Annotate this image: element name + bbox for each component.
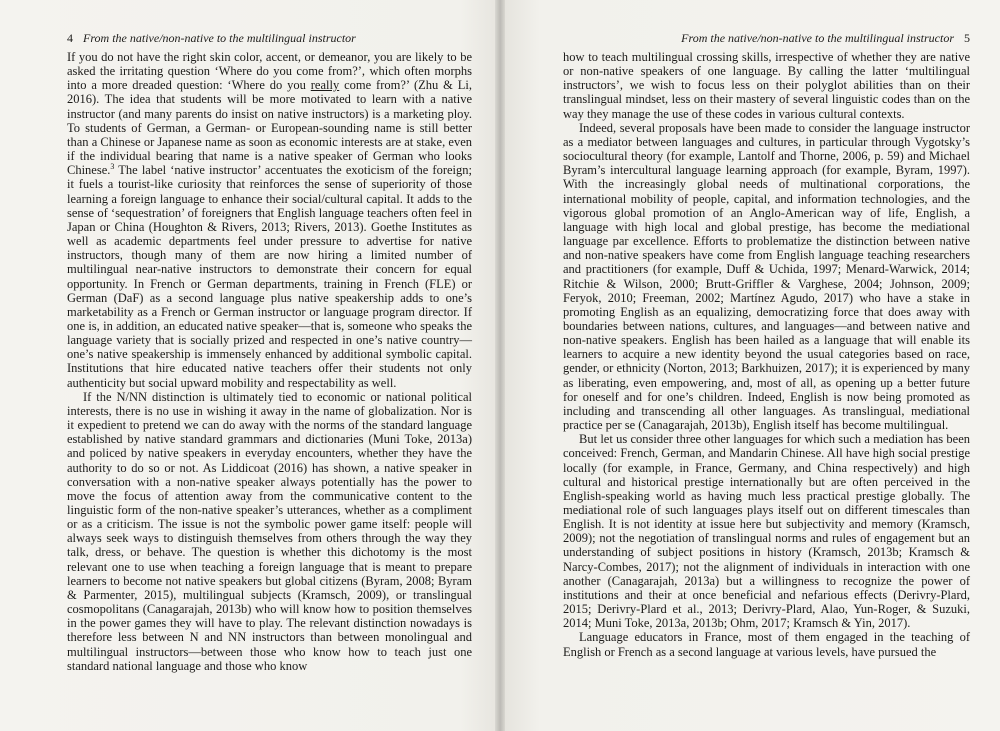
paragraph xyxy=(563,50,970,121)
text-run: come from?’ (Zhu & Li, 2016). The idea that students will be more motivated to learn with a native instructor (and many parents do insist on native instructors) is a marketing ploy. To students of German, a German- or European-sounding name is still better than a Chinese or Japanese name as soon as economic interests are at stake, even if the individual bearing that name is a native speaker of German who looks Chinese. xyxy=(67,78,472,178)
paragraph xyxy=(563,630,970,658)
left-body-text xyxy=(67,50,472,673)
text-run: Indeed, several proposals have been made to consider the language instructor as a mediator between languages and cultures, in particular through Vygotsky’s sociocultural theory (for example, Lantolf and Thorne, 2006, p. 59) and Michael Byram’s intercultural language learning approach (for example, Byram, 1997). With the increasingly global needs of multinational corporations, the international mobility of people, capital, and information technologies, and the vigorous global promotion of an Anglo-American way of life, English, a language with high local and global prestige, has become the mediational language par excellence. Efforts to problematize the distinction between native and non-native speakers have come from English language teaching researchers and practitioners (for example, Duff & Uchida, 1997; Menard-Warwick, 2014; Ritchie & Wilson, 2000; Brutt-Griffler & Varghese, 2004; Johnson, 2009; Feryok, 2010; Freeman, 2002; Martínez Agudo, 2017) who have a stake in promoting English as an equalizing, democratizing force that does away with boundaries between nations, cultures, and languages—and between native and non-native speakers. English has been hailed as a language that will enable its learners to acquire a new identity beyond the usual categories based on race, gender, or ethnicity (Norton, 2013; Barkhuizen, 2017); it is experienced by many as liberating, even empowering, and, most of all, as opening up a better future for oneself and for one’s children. Indeed, English is now being promoted as including and transcending all other languages. As translingual, mediational practice per se (Canagarajah, 2013b), English itself has become multilingual. xyxy=(563,120,970,433)
text-run: If the N/NN distinction is ultimately tied to economic or national political interests, there is no use in wishing it away in the name of globalization. Nor is it expedient to pretend we can do away with the norms of the standard language established by native standard grammars and dictionaries (Muni Toke, 2013a) and policed by native speakers in everyday encounters, whether they have the authority to do so or not. As Liddicoat (2016) has shown, a native speaker in conversation with a non-native speaker always potentially has the power to move the focus of attention away from the communicative content to the linguistic form of the non-native speaker’s utterances, whether as a compliment or as a criticism. The issue is not the symbolic power game itself: people will always seek ways to distinguish themselves from others through the way they talk, dress, or behave. The question is whether this dichotomy is the most relevant one to use when teaching a foreign language that is meant to prepare learners to become not native speakers but global citizens (Byram, 2008; Byram & Parmenter, 2015), multilingual subjects (Kramsch, 2009), or translingual cosmopolitans (Canagarajah, 2013b) who will know how to position themselves in the power games they will have to play. The relevant distinction nowadays is therefore less between N and NN instructors than between monolingual and multilingual instructors—between those who know how to teach just one standard national language and those who know xyxy=(67,389,472,673)
right-body-text xyxy=(563,50,970,659)
paragraph xyxy=(563,432,970,630)
paragraph xyxy=(67,390,472,673)
text-run: Language educators in France, most of them engaged in the teaching of English or French as a second language at various levels, have pursued the xyxy=(563,630,970,659)
text-run: If you do not have the right skin color, accent, or demeanor, you are likely to be asked the irritating question ‘Where do you come from?’, which often morphs into a more dreaded question: ‘Where do you xyxy=(67,50,472,93)
text-run: really xyxy=(310,78,340,93)
paragraph xyxy=(67,50,472,390)
text-run: But let us consider three other languages for which such a mediation has been conceived: French, German, and Mandarin Chinese. All have high social prestige locally (for example, in France, Germany, and China respectively) and high cultural and historical prestige internationally but are often perceived in the English-speaking world as having much less practical prestige globally. The mediational role of such languages plays itself out on different timescales than English. It is not identity at issue here but subjectivity and memory (Kramsch, 2009); not the negotiation of translingual norms and rules of engagement but an understanding of subject positions in history (Kramsch, 2013b; Kramsch & Narcy-Combes, 2017); not the alignment of individuals in interaction with one another (Canagarajah, 2013a) but a willingness to recognize the power of institutions and their at once beneficial and nefarious effects (Derivry-Plard, 2015; Derivry-Plard et al., 2013; Derivry-Plard, Alao, Yun-Roger, & Suzuki, 2014; Muni Toke, 2013a, 2013b; Ohm, 2017; Kramsch & Yin, 2017). xyxy=(563,432,970,631)
left-running-head-title: From the native/non-native to the multilingual instructor xyxy=(83,31,356,45)
footnote-marker: 3 xyxy=(110,162,115,172)
right-running-head xyxy=(563,30,970,46)
right-page xyxy=(500,0,1000,731)
text-run: how to teach multilingual crossing skills, irrespective of whether they are native or non-native speakers of one language. By calling the latter ‘multilingual instructors’, we wish to focus less on their polyglot abilities than on their translingual mindset, less on their mastery of several linguistic codes than on the way they manage the use of these codes in various cultural contexts. xyxy=(563,50,970,121)
paragraph xyxy=(563,121,970,432)
left-page-number: 4 xyxy=(67,31,73,45)
right-running-head-title: From the native/non-native to the multilingual instructor xyxy=(681,31,954,45)
text-run: The label ‘native instructor’ accentuates the exoticism of the foreign; it fuels a tourist-like curiosity that reinforces the sense of superiority of those learning a foreign language to enhance their social/cultural capital. It adds to the sense of ‘sequestration’ of foreigners that English language teachers often feel in Japan or China (Houghton & Rivers, 2013; Rivers, 2013). Goethe Institutes as well as academic departments feel under pressure to advertise for native instructors, though many of them are now hiring a limited number of multilingual near-native instructors to demonstrate their concern for equal opportunity. In French or German departments, training in French (FLE) or German (DaF) as a second language plus native speakership adds to one’s marketability as a French or German instructor or language program director. If one is, in addition, an educated native speaker—that is, someone who speaks the language variety that is socially prized and respected in one’s native country—one’s native speakership is immensely enhanced by additional symbolic capital. Institutions that hire educated native teachers offer their students not only authenticity but social upward mobility and respectability as well. xyxy=(67,163,472,390)
right-page-number: 5 xyxy=(964,31,970,45)
left-running-head xyxy=(67,30,472,46)
